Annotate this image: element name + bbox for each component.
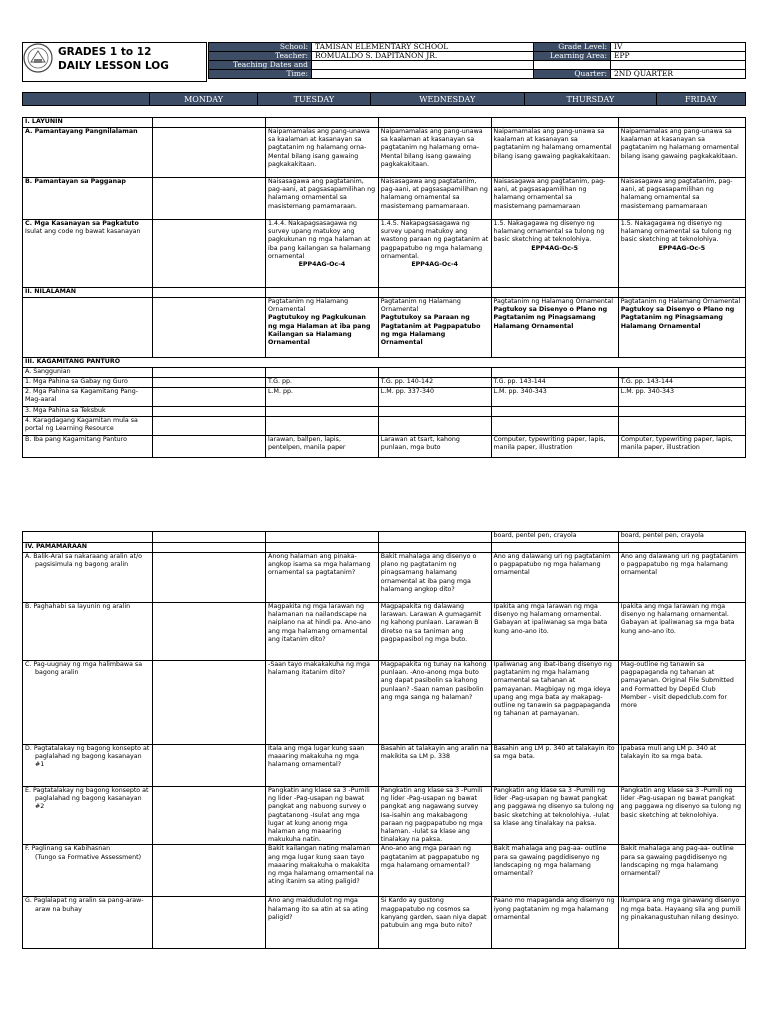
cell xyxy=(491,417,618,436)
cell-monday xyxy=(153,845,266,897)
label-line-2: paglalahad ng bagong kasanayan #1 xyxy=(35,753,142,769)
label-line-1: D. Pagtatalakay ng bagong konsepto at xyxy=(25,745,150,752)
document-title xyxy=(58,45,169,73)
row-label xyxy=(23,220,153,288)
cell xyxy=(266,543,379,553)
cell-tuesday: Anong halaman ang pinaka-angkop isama sa mga halamang ornamental sa pagtatanim? xyxy=(266,553,379,603)
cell-tuesday xyxy=(266,532,379,543)
cell-friday: Bakit mahalaga ang pag-aa- outline para sa gawaing pagdidisenyo ng landscaping ng mga halamang ornamental? xyxy=(618,845,745,897)
cell-tuesday: T.G. pp. xyxy=(266,378,379,388)
row-label xyxy=(23,897,153,949)
table-row xyxy=(23,787,746,845)
cell xyxy=(266,118,379,128)
cell-thursday: Basahin ang LM p. 340 at talakayin ito sa mga bata. xyxy=(491,745,618,787)
lesson-table-1 xyxy=(22,117,746,458)
topic: Pagtatanim ng Halamang Ornamental xyxy=(268,298,349,314)
table-row xyxy=(23,358,746,368)
cell-thursday: Pangkatin ang klase sa 3 -Pumili ng lider -Pag-usapan ng bawat pangkat ang paggawa ng disenyo sa tulong ng basic sketching at teknolohiya. -Iulat sa klase ang tinalakay na paksa. xyxy=(491,787,618,845)
title-line-2: DAILY LESSON LOG xyxy=(58,60,169,72)
table-row xyxy=(23,661,746,745)
cell-monday xyxy=(153,178,266,220)
subtopic: Pagtutukoy sa Paraan ng Pagtatanim at Pagpapatubo ng mga Halamang Ornamental xyxy=(380,314,481,347)
cell-thursday: Ipakita ang mga larawan ng mga disenyo ng halamang ornamental. Gabayan at ipaliwanag sa mga bata kung ano-ano ito. xyxy=(491,603,618,661)
cell-thursday: T.G. pp. 143-144 xyxy=(491,378,618,388)
label-line-2: araw na buhay xyxy=(35,905,82,913)
cell xyxy=(153,118,266,128)
cell-monday xyxy=(153,128,266,178)
cell-monday xyxy=(153,436,266,458)
cell-tuesday: Pangkatin ang klase sa 3 -Pumili ng lider -Pag-usapan ng bawat pangkat ang nabuong survey o pagtatanong -Isulat ang mga lugar at kung anong mga halaman ang maaaring makukuha natin. xyxy=(266,787,379,845)
cell-monday xyxy=(153,532,266,543)
table-row xyxy=(23,745,746,787)
cell xyxy=(618,368,745,378)
day-friday: FRIDAY xyxy=(656,93,745,106)
row-label xyxy=(23,532,153,543)
cell xyxy=(153,368,266,378)
cell-wednesday: T.G. pp. 140-142 xyxy=(378,378,491,388)
cell xyxy=(491,407,618,417)
cell-monday xyxy=(153,378,266,388)
page-1 xyxy=(0,0,768,470)
cell-tuesday: larawan, ballpen, lapis, pentelpen, manila paper xyxy=(266,436,379,458)
cell-text: 1.4.5. Nakapagsasagawa ng survey upang matukoy ang wastong paraan ng pagtatanim at pagpapatubo ng mga halamang ornamental. xyxy=(380,220,489,260)
cell xyxy=(491,543,618,553)
cell-monday xyxy=(153,553,266,603)
school-label: School: xyxy=(209,43,312,52)
table-row xyxy=(23,118,746,128)
table-row xyxy=(23,897,746,949)
cell-wednesday xyxy=(378,532,491,543)
cell-monday xyxy=(153,603,266,661)
teacher-label: Teacher: xyxy=(209,52,312,61)
table-row xyxy=(23,543,746,553)
cell-wednesday: L.M. pp. 337-340 xyxy=(378,388,491,407)
row-label: B. Iba pang Kagamitang Panturo xyxy=(23,436,153,458)
cell-tuesday: Itala ang mga lugar kung saan maaaring makakuha ng mga halamang ornamental? xyxy=(266,745,379,787)
table-row xyxy=(23,298,746,358)
cell-wednesday: Magpapakita ng dalawang larawan. Larawan A gumagamit ng kahong punlaan. Larawan B diretso na sa taniman ang pagpapasibol ng mga buto. xyxy=(378,603,491,661)
day-thursday: THURSDAY xyxy=(524,93,656,106)
topic: Pagtatanim ng Halamang Ornamental xyxy=(380,298,461,314)
cell-text: 1.5. Nakagagawa ng disenyo ng halamang ornamental sa tulong ng basic sketching at teknolohiya. xyxy=(620,220,732,244)
cell-wednesday: Pangkatin ang klase sa 3 -Pumili ng lider -Pag-usapan ng bawat pangkat ang nagawang survey Isa-isahin ang makabagong paraan ng pagpapatubo ng mga halaman. -Iulat sa klase ang tinalakay na paksa. xyxy=(378,787,491,845)
time-value xyxy=(312,70,534,79)
section-pamamaraan: IV. PAMAMARAAN xyxy=(23,543,153,553)
deped-seal-icon xyxy=(22,42,54,74)
row-label: 4. Karagdagang Kagamitan mula sa portal ng Learning Resource xyxy=(23,417,153,436)
table-row xyxy=(23,417,746,436)
cell xyxy=(618,288,745,298)
cell-thursday: board, pentel pen, crayola xyxy=(491,532,618,543)
table-row xyxy=(23,845,746,897)
cell-tuesday: Magpakita ng mga larawan ng halamanan na nailandscape na naiplano na at hindi pa. Ano-ano ang mga halamang ornamental ang itatanim dito? xyxy=(266,603,379,661)
day-wednesday: WEDNESDAY xyxy=(370,93,524,106)
cell xyxy=(491,288,618,298)
cell-friday: Mag-outline ng tanawin sa pagpapaganda ng tahanan at pamayanan. Original File Submitted and Formatted by DepEd Club Member - visit depedclub.com for more xyxy=(618,661,745,745)
cell xyxy=(153,407,266,417)
cell xyxy=(491,368,618,378)
cell-thursday: Naipamamalas ang pang-unawa sa kaalaman at kasanayan sa pagtatanim ng halamang ornamental bilang isang gawaing pagkakakitaan. xyxy=(491,128,618,178)
cell-friday: Ikumpara ang mga ginawang disenyo ng mga bata. Hayaang sila ang pumili ng pinakanagustuhan nilang desinyo. xyxy=(618,897,745,949)
row-label xyxy=(23,298,153,358)
label-line-1: F. Paglinang sa Kabihasnan xyxy=(25,845,111,853)
cell xyxy=(378,288,491,298)
cell-tuesday xyxy=(266,298,379,358)
document-header xyxy=(22,42,746,84)
cell-friday: Naipamamalas ang pang-unawa sa kaalaman at kasanayan sa pagtatanim ng halamang ornamental bilang isang gawaing pagkakakitaan. xyxy=(618,128,745,178)
cell-friday xyxy=(618,298,745,358)
cell xyxy=(618,543,745,553)
school-value: TAMISAN ELEMENTARY SCHOOL xyxy=(312,43,534,52)
cell xyxy=(153,417,266,436)
cell-monday xyxy=(153,388,266,407)
cell xyxy=(378,417,491,436)
subtopic: Pagtutukoy ng Pagkukunan ng mga Halaman at iba pang Kailangan sa Halamang Ornamental xyxy=(268,314,371,347)
cell-friday: Computer, typewriting paper, lapis, manila paper, illustration xyxy=(618,436,745,458)
cell-friday: Ano ang dalawang uri ng pagtatanim o pagpapatubo ng mga halamang ornamental xyxy=(618,553,745,603)
meta-table xyxy=(208,42,746,79)
cell-wednesday: Larawan at tsart, kahong punlaan, mga buto xyxy=(378,436,491,458)
row-label-sub: Isulat ang code ng bawat kasanayan xyxy=(25,228,141,236)
table-row xyxy=(23,378,746,388)
cell-monday xyxy=(153,745,266,787)
row-label xyxy=(23,661,153,745)
row-label: B. Paghahabi sa layunin ng aralin xyxy=(23,603,153,661)
cell-tuesday: Naisasagawa ang pagtatanim, pag-aani, at pagsasapamilihan ng halamang ornamental sa masistemang pamamaraan. xyxy=(266,178,379,220)
subtopic: Pagtukoy sa Disenyo o Plano ng Pagtatanim ng Pinagsamang Halamang Ornamental xyxy=(493,306,608,330)
cell-wednesday: Ano-ano ang mga paraan ng pagtatanim at pagpapatubo ng mga halamang ornamental? xyxy=(378,845,491,897)
label-line-2: bagong aralin xyxy=(35,669,79,677)
cell-tuesday: Naipamamalas ang pang-unawa sa kaalaman at kasanayan sa pagtatanim ng halamang orna- Mental bilang isang gawaing pagkakakitaan. xyxy=(266,128,379,178)
cell xyxy=(153,288,266,298)
row-label-title: C. Mga Kasanayan sa Pagkatuto xyxy=(25,220,139,227)
topic: Pagtatanim ng Halamang Ornamental xyxy=(493,298,613,305)
cell-wednesday: Magpapakita ng tunay na kahong punlaan. -Ano-anong mga buto ang dapat pasibolin sa kahong punlaan? -Saan naman pasibolin ang mga sanga ng halaman? xyxy=(378,661,491,745)
cell-friday: Pangkatin ang klase sa 3 -Pumili ng lider -Pag-usapan ng bawat pangkat ang paggawa ng disenyo sa tulong ng basic sketching at teknolohiya. xyxy=(618,787,745,845)
cell xyxy=(378,118,491,128)
row-label: 3. Mga Pahina sa Teksbuk xyxy=(23,407,153,417)
grade-value: IV xyxy=(611,43,746,52)
label-line-1: A. Balik-Aral sa nakaraang aralin at/o xyxy=(25,553,142,560)
cell-friday: T.G. pp. 143-144 xyxy=(618,378,745,388)
row-label xyxy=(23,845,153,897)
table-row xyxy=(23,553,746,603)
table-row xyxy=(23,220,746,288)
cell xyxy=(378,407,491,417)
competency-code: EPP4AG-Oc-5 xyxy=(531,244,578,252)
cell-wednesday: Naipamamalas ang pang-unawa sa kaalaman at kasanayan sa pagtatanim ng halamang orna- Mental bilang isang gawaing pagkakakitaan. xyxy=(378,128,491,178)
cell-tuesday: L.M. pp. xyxy=(266,388,379,407)
cell-monday xyxy=(153,787,266,845)
label-line-1: C. Pag-uugnay ng mga halimbawa sa xyxy=(25,661,143,668)
cell xyxy=(266,368,379,378)
weekday-blank xyxy=(23,93,150,106)
lesson-table-2 xyxy=(22,531,746,949)
dates-label: Teaching Dates and xyxy=(209,61,312,70)
cell-tuesday: -Saan tayo makakakuha ng mga halamang itatanim dito? xyxy=(266,661,379,745)
cell-wednesday: Bakit mahalaga ang disenyo o plano ng pagtatanim ng pinagsamang halamang ornamental at iba pang mga halamang angkop dito? xyxy=(378,553,491,603)
cell-friday: Naisasagawa ang pagtatanim, pag-aani, at pagsasapamilihan ng halamang ornamental sa masistemang pamamaraan xyxy=(618,178,745,220)
table-row xyxy=(23,368,746,378)
cell-thursday: L.M. pp. 340-343 xyxy=(491,388,618,407)
section-layunin: I. LAYUNIN xyxy=(23,118,153,128)
cell-thursday: Ipaliwanag ang ibat-ibang disenyo ng pagtatanim ng mga halamang ornamental sa tahanan at pamayanan. Magbigay ng mga ideya upang ang mga bata ay makapag-outline ng tanawin sa pagpapaganda ng tahanan at pamayanan. xyxy=(491,661,618,745)
table-row xyxy=(23,128,746,178)
label-line-1: G. Paglalapat ng aralin sa pang-araw- xyxy=(25,897,144,905)
page-2 xyxy=(0,528,768,1024)
cell xyxy=(378,543,491,553)
cell-monday xyxy=(153,661,266,745)
cell xyxy=(491,118,618,128)
grade-label: Grade Level: xyxy=(534,43,611,52)
label-line-1: E. Pagtatalakay ng bagong konsepto at xyxy=(25,787,149,794)
row-label: B. Pamantayan sa Pagganap xyxy=(23,178,153,220)
cell-monday xyxy=(153,220,266,288)
cell-friday: Ipabasa muli ang LM p. 340 at talakayin ito sa mga bata. xyxy=(618,745,745,787)
title-line-1: GRADES 1 to 12 xyxy=(58,46,152,58)
row-label xyxy=(23,553,153,603)
table-row xyxy=(23,436,746,458)
row-label: A. Pamantayang Pangnilalaman xyxy=(23,128,153,178)
cell-wednesday xyxy=(378,220,491,288)
table-row xyxy=(23,178,746,220)
cell-text: 1.5. Nakagagawa ng disenyo ng halamang ornamental sa tulong ng basic sketching at teknolohiya. xyxy=(493,220,605,244)
area-value: EPP xyxy=(611,52,746,61)
label-line-2: (Tungo sa Formative Assessment) xyxy=(35,853,142,861)
cell-wednesday: Naisasagawa ang pagtatanim, pag-aani, at pagsasapamilihan ng halamang ornamental sa masistemang pamamaraan. xyxy=(378,178,491,220)
time-label: Time: xyxy=(209,70,312,79)
quarter-value: 2ND QUARTER xyxy=(611,70,746,79)
row-label: A. Sanggunian xyxy=(23,368,153,378)
table-row xyxy=(23,407,746,417)
label-line-2: pagsisimula ng bagong aralin xyxy=(35,561,129,569)
teacher-value: ROMUALDO S. DAPITANON JR. xyxy=(312,52,534,61)
cell-wednesday xyxy=(378,298,491,358)
row-label: 2. Mga Pahina sa Kagamitang Pang- Mag-aaral xyxy=(23,388,153,407)
day-tuesday: TUESDAY xyxy=(258,93,371,106)
cell-thursday xyxy=(491,298,618,358)
cell-friday xyxy=(618,220,745,288)
section-kagamitan: III. KAGAMITANG PANTURO xyxy=(23,358,746,368)
competency-code: EPP4AG-Oc-4 xyxy=(411,261,458,269)
table-row xyxy=(23,388,746,407)
row-label xyxy=(23,745,153,787)
cell xyxy=(378,368,491,378)
area-label: Learning Area: xyxy=(534,52,611,61)
row-label: 1. Mga Pahina sa Gabay ng Guro xyxy=(23,378,153,388)
subtopic: Pagtukoy sa Disenyo o Plano ng Pagtatanim ng Pinagsamang Halamang Ornamental xyxy=(620,306,735,330)
cell-wednesday: Si Kardo ay gustong magpapatubo ng cosmos sa kanyang garden, saan niya dapat patubuin ang mga buto nito? xyxy=(378,897,491,949)
quarter-label: Quarter: xyxy=(534,70,611,79)
cell-thursday: Ano ang dalawang uri ng pagtatanim o pagpapatubo ng mga halamang ornamental xyxy=(491,553,618,603)
topic: Pagtatanim ng Halamang Ornamental xyxy=(620,298,741,305)
section-nilalaman: II. NILALAMAN xyxy=(23,288,153,298)
cell-tuesday: Ano ang maidudulot ng mga halamang ito sa atin at sa ating paligid? xyxy=(266,897,379,949)
row-label xyxy=(23,787,153,845)
cell xyxy=(266,288,379,298)
cell xyxy=(618,118,745,128)
cell-friday: Ipakita ang mga larawan ng mga disenyo ng halamang ornamental. Gabayan at ipaliwanag sa mga bata kung ano-ano ito. xyxy=(618,603,745,661)
cell xyxy=(266,407,379,417)
cell-tuesday: Bakit kailangan nating malaman ang mga lugar kung saan tayo maaaring makakuha o makakita ng mga halamang ornamental na ating itanim sa ating paligid? xyxy=(266,845,379,897)
cell-thursday: Paano mo mapaganda ang disenyo ng iyong pagtatanim ng mga halamang ornamental xyxy=(491,897,618,949)
cell-thursday: Naisasagawa ang pagtatanim, pag-aani, at pagsasapamilihan ng halamang ornamental sa masistemang pamamaraan xyxy=(491,178,618,220)
cell xyxy=(266,417,379,436)
cell-friday: L.M. pp. 340-343 xyxy=(618,388,745,407)
label-line-2: paglalahad ng bagong kasanayan #2 xyxy=(35,795,142,811)
competency-code: EPP4AG-Oc-5 xyxy=(658,244,706,252)
table-row xyxy=(23,288,746,298)
cell-text: 1.4.4. Nakapagsasagawa ng survey upang matukoy ang pagkukunan ng mga halaman at iba pang kailangan sa halamang ornamental xyxy=(268,220,371,260)
cell-thursday: Bakit mahalaga ang pag-aa- outline para sa gawaing pagdidisenyo ng landscaping ng mga halamang ornamental? xyxy=(491,845,618,897)
cell-monday xyxy=(153,897,266,949)
cell-wednesday: Basahin at talakayin ang aralin na makikita sa LM p. 338 xyxy=(378,745,491,787)
dates-value xyxy=(312,61,534,70)
cell xyxy=(618,417,745,436)
table-row xyxy=(23,603,746,661)
day-monday: MONDAY xyxy=(150,93,258,106)
cell-tuesday xyxy=(266,220,379,288)
competency-code: EPP4AG-Oc-4 xyxy=(298,261,346,269)
cell-friday: board, pentel pen, crayola xyxy=(618,532,745,543)
cell xyxy=(618,407,745,417)
cell xyxy=(153,543,266,553)
cell-thursday xyxy=(491,220,618,288)
table-row xyxy=(23,532,746,543)
cell-monday xyxy=(153,298,266,358)
cell-thursday: Computer, typewriting paper, lapis, manila paper, illustration xyxy=(491,436,618,458)
weekday-bar xyxy=(22,92,746,106)
